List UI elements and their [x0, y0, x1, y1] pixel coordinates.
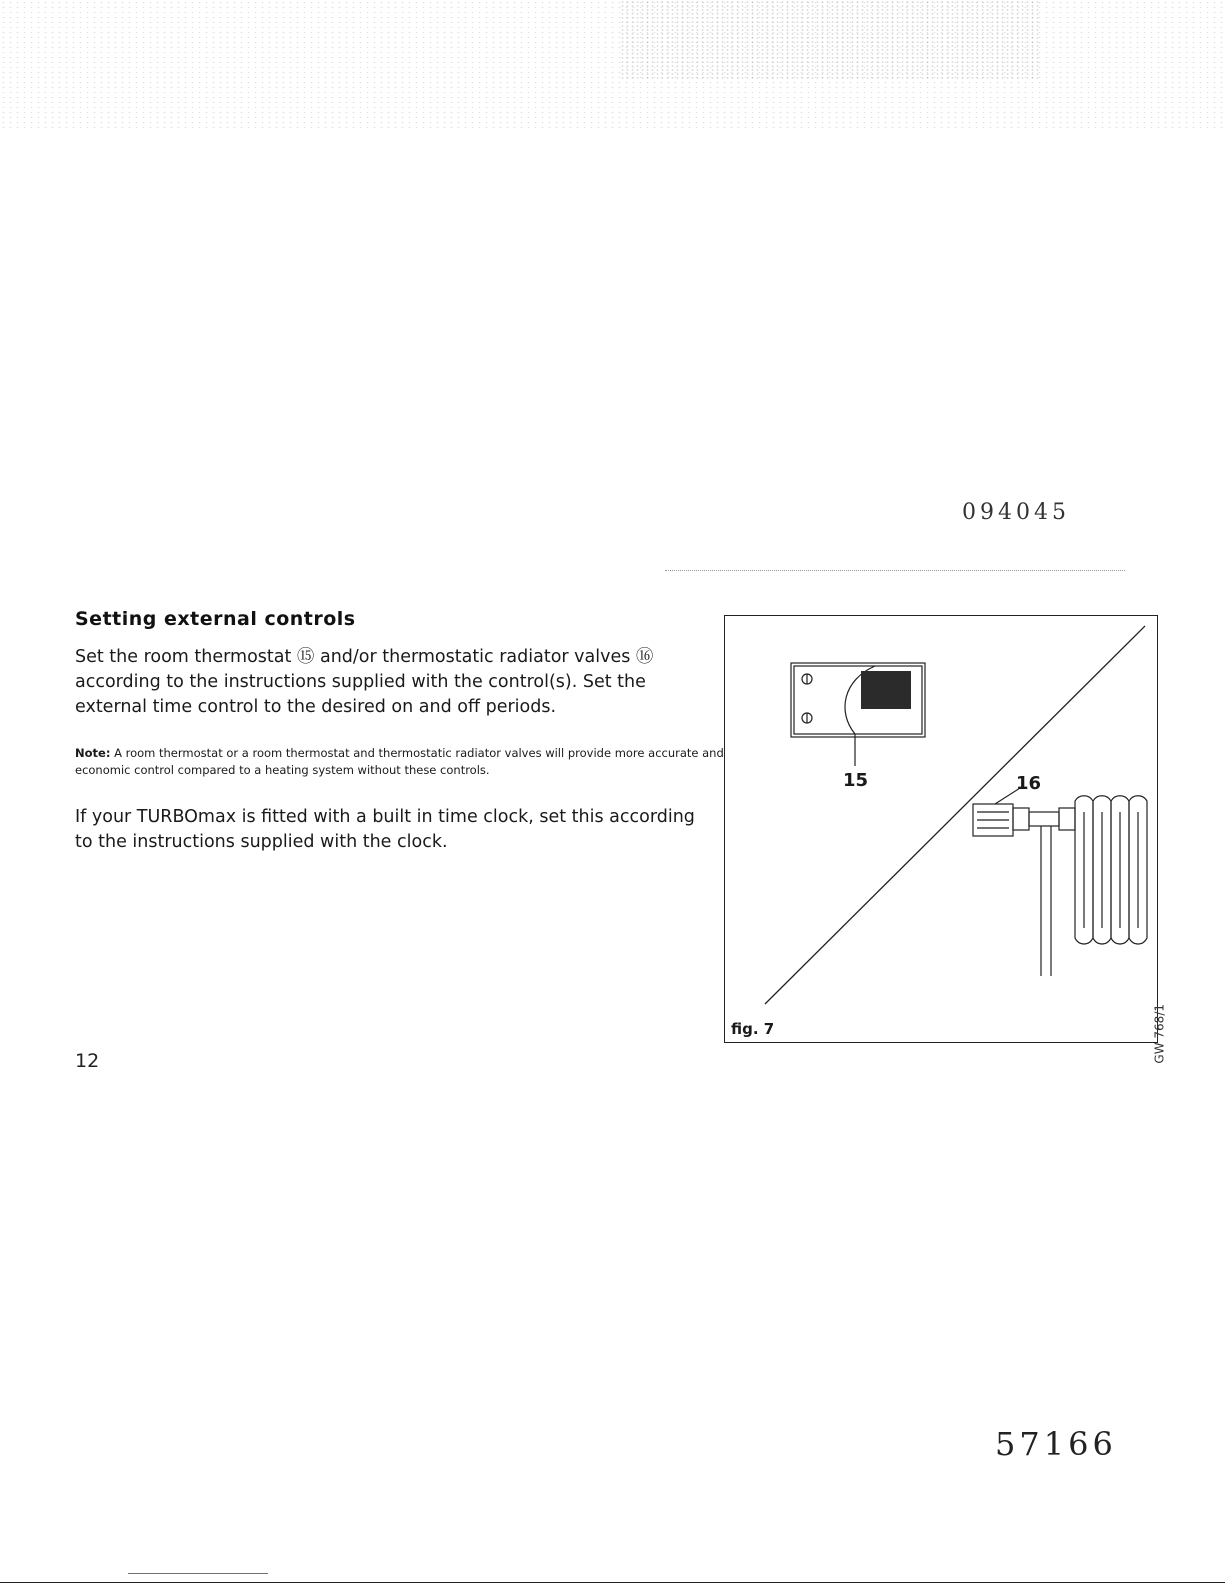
- figure-code: GW 768/1: [1153, 1004, 1167, 1064]
- figure-caption: fig. 7: [731, 1020, 775, 1038]
- reference-number: 094045: [962, 500, 1070, 525]
- callout-16: 16: [1016, 773, 1042, 794]
- stamp-number: 57166: [995, 1425, 1117, 1463]
- paragraph-controls: Set the room thermostat ⑮ and/or thermostatic radiator valves ⑯ according to the instructions supplied with the control(s). Set the external time control to the desired on and off periods.: [75, 647, 654, 717]
- section-heading: Setting external controls: [75, 608, 356, 630]
- paragraph-time-clock: If your TURBOmax is fitted with a built in time clock, set this according to the instructions supplied with the clock.: [75, 807, 695, 852]
- dotted-divider: [665, 570, 1125, 571]
- scan-noise-top-dense: [620, 0, 1040, 80]
- radiator-valve-icon: [973, 788, 1147, 976]
- thermostat-icon: [791, 663, 925, 766]
- callout-15: 15: [843, 770, 869, 791]
- bottom-rule: [0, 1582, 1225, 1583]
- figure-7: [724, 615, 1167, 1064]
- note-text: A room thermostat or a room thermostat and thermostatic radiator valves will provide more accurate and economic control compared to a heating system without these controls.: [75, 746, 724, 777]
- scan-noise-top: [0, 0, 1225, 130]
- note-paragraph: [75, 745, 735, 779]
- bottom-link-underline: [128, 1573, 268, 1574]
- page-number: 12: [75, 1050, 100, 1072]
- figure-drawing: [725, 616, 1159, 1044]
- note-label: Note:: [75, 746, 111, 760]
- diagonal-divider: [765, 626, 1145, 1004]
